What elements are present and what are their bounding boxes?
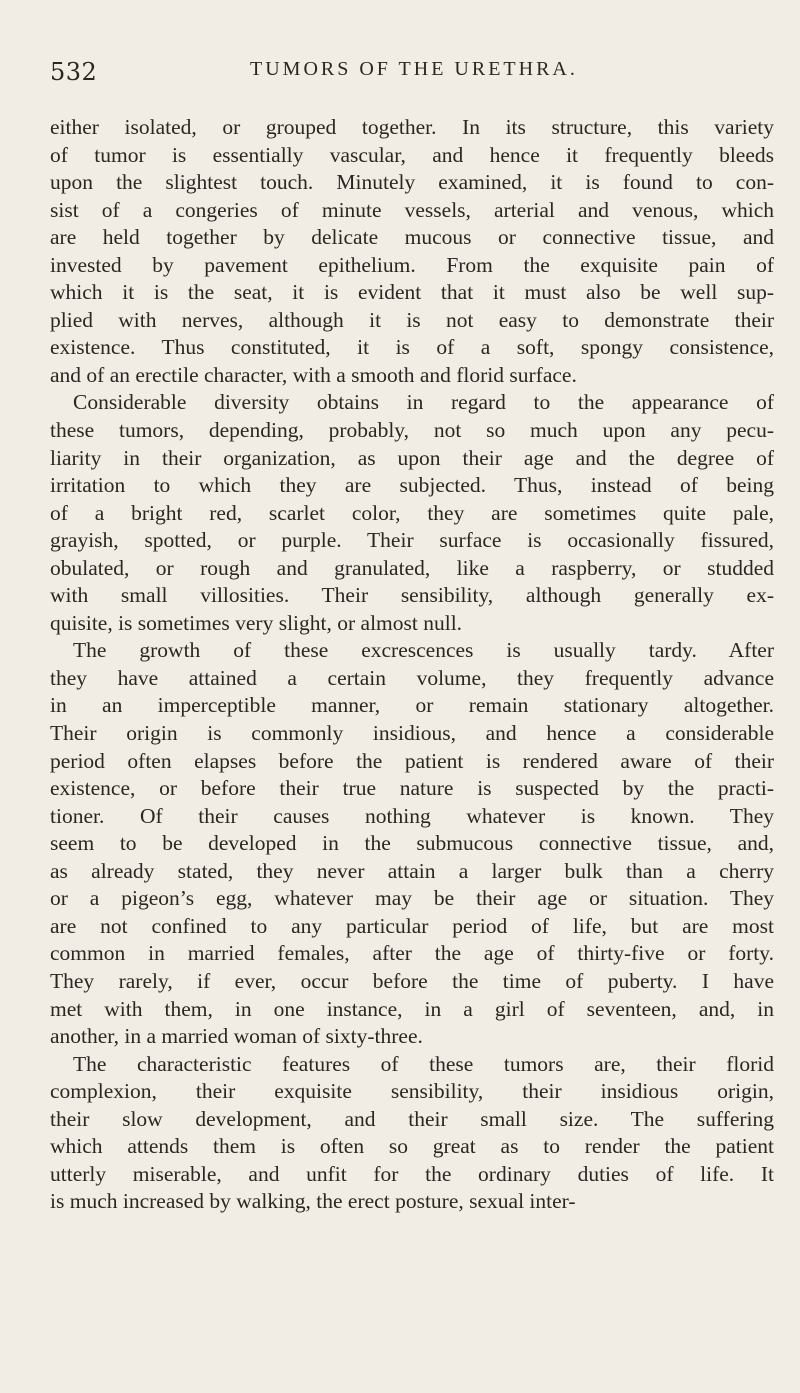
text-line: in an imperceptible manner, or remain stationary altogether. bbox=[50, 693, 774, 718]
text-line: period often elapses before the patient is rendered aware of their bbox=[50, 748, 774, 773]
text-line: common in married females, after the age of thirty-five or forty. bbox=[50, 941, 774, 966]
text-line: existence. Thus constituted, it is of a soft, spongy consistence, bbox=[50, 335, 774, 360]
text-line: which attends them is often so great as to render the patient bbox=[50, 1134, 774, 1159]
text-line: liarity in their organization, as upon their age and the degree of bbox=[50, 445, 774, 470]
text-line: obulated, or rough and granulated, like a raspberry, or studded bbox=[50, 555, 774, 580]
page-header bbox=[50, 50, 770, 90]
text-line: The characteristic features of these tumors are, their florid bbox=[73, 1051, 774, 1076]
text-line: plied with nerves, although it is not easy to demonstrate their bbox=[50, 307, 774, 332]
text-line: upon the slightest touch. Minutely examined, it is found to con- bbox=[50, 170, 774, 195]
text-line: complexion, their exquisite sensibility, their insidious origin, bbox=[50, 1079, 774, 1104]
text-line: these tumors, depending, probably, not so much upon any pecu- bbox=[50, 418, 774, 443]
text-line: of a bright red, scarlet color, they are sometimes quite pale, bbox=[50, 500, 774, 525]
text-line: met with them, in one instance, in a girl of seventeen, and, in bbox=[50, 996, 774, 1021]
text-line: either isolated, or grouped together. In its structure, this variety bbox=[50, 115, 774, 139]
body-text bbox=[50, 114, 774, 1216]
text-line: is much increased by walking, the erect posture, sexual inter- bbox=[50, 1189, 576, 1214]
text-line: irritation to which they are subjected. Thus, instead of being bbox=[50, 473, 774, 498]
text-line: are held together by delicate mucous or connective tissue, and bbox=[50, 225, 774, 250]
text-line: they have attained a certain volume, they frequently advance bbox=[50, 665, 774, 690]
text-line: utterly miserable, and unfit for the ordinary duties of life. It bbox=[50, 1161, 774, 1186]
text-line: The growth of these excrescences is usually tardy. After bbox=[73, 638, 774, 663]
text-line: are not confined to any particular period of life, but are most bbox=[50, 913, 774, 938]
text-line: sist of a congeries of minute vessels, arterial and venous, which bbox=[50, 197, 774, 222]
page-number: 532 bbox=[50, 58, 98, 86]
text-line: with small villosities. Their sensibility, although generally ex- bbox=[50, 583, 774, 608]
text-line: quisite, is sometimes very slight, or almost null. bbox=[50, 610, 463, 635]
text-line: which it is the seat, it is evident that it must also be well sup- bbox=[50, 280, 774, 305]
text-line: seem to be developed in the submucous connective tissue, and, bbox=[50, 831, 774, 856]
text-line: as already stated, they never attain a larger bulk than a cherry bbox=[50, 858, 774, 883]
text-line: another, in a married woman of sixty-three. bbox=[50, 1024, 423, 1049]
text-line: existence, or before their true nature is suspected by the practi- bbox=[50, 776, 774, 801]
text-line: grayish, spotted, or purple. Their surface is occasionally fissured, bbox=[50, 528, 774, 553]
text-line: They rarely, if ever, occur before the time of puberty. I have bbox=[50, 968, 774, 993]
text-line: invested by pavement epithelium. From the exquisite pain of bbox=[50, 252, 774, 277]
text-line: of tumor is essentially vascular, and hence it frequently bleeds bbox=[50, 142, 774, 167]
text-line: and of an erectile character, with a smooth and florid surface. bbox=[50, 362, 577, 387]
text-line: Their origin is commonly insidious, and hence a considerable bbox=[50, 721, 774, 746]
running-head: TUMORS OF THE URETHRA. bbox=[250, 58, 578, 80]
text-line: tioner. Of their causes nothing whatever is known. They bbox=[50, 803, 774, 828]
text-line: their slow development, and their small size. The suffering bbox=[50, 1106, 774, 1131]
text-line: Considerable diversity obtains in regard to the appearance of bbox=[73, 390, 774, 415]
text-line: or a pigeon’s egg, whatever may be their age or situation. They bbox=[50, 886, 774, 911]
